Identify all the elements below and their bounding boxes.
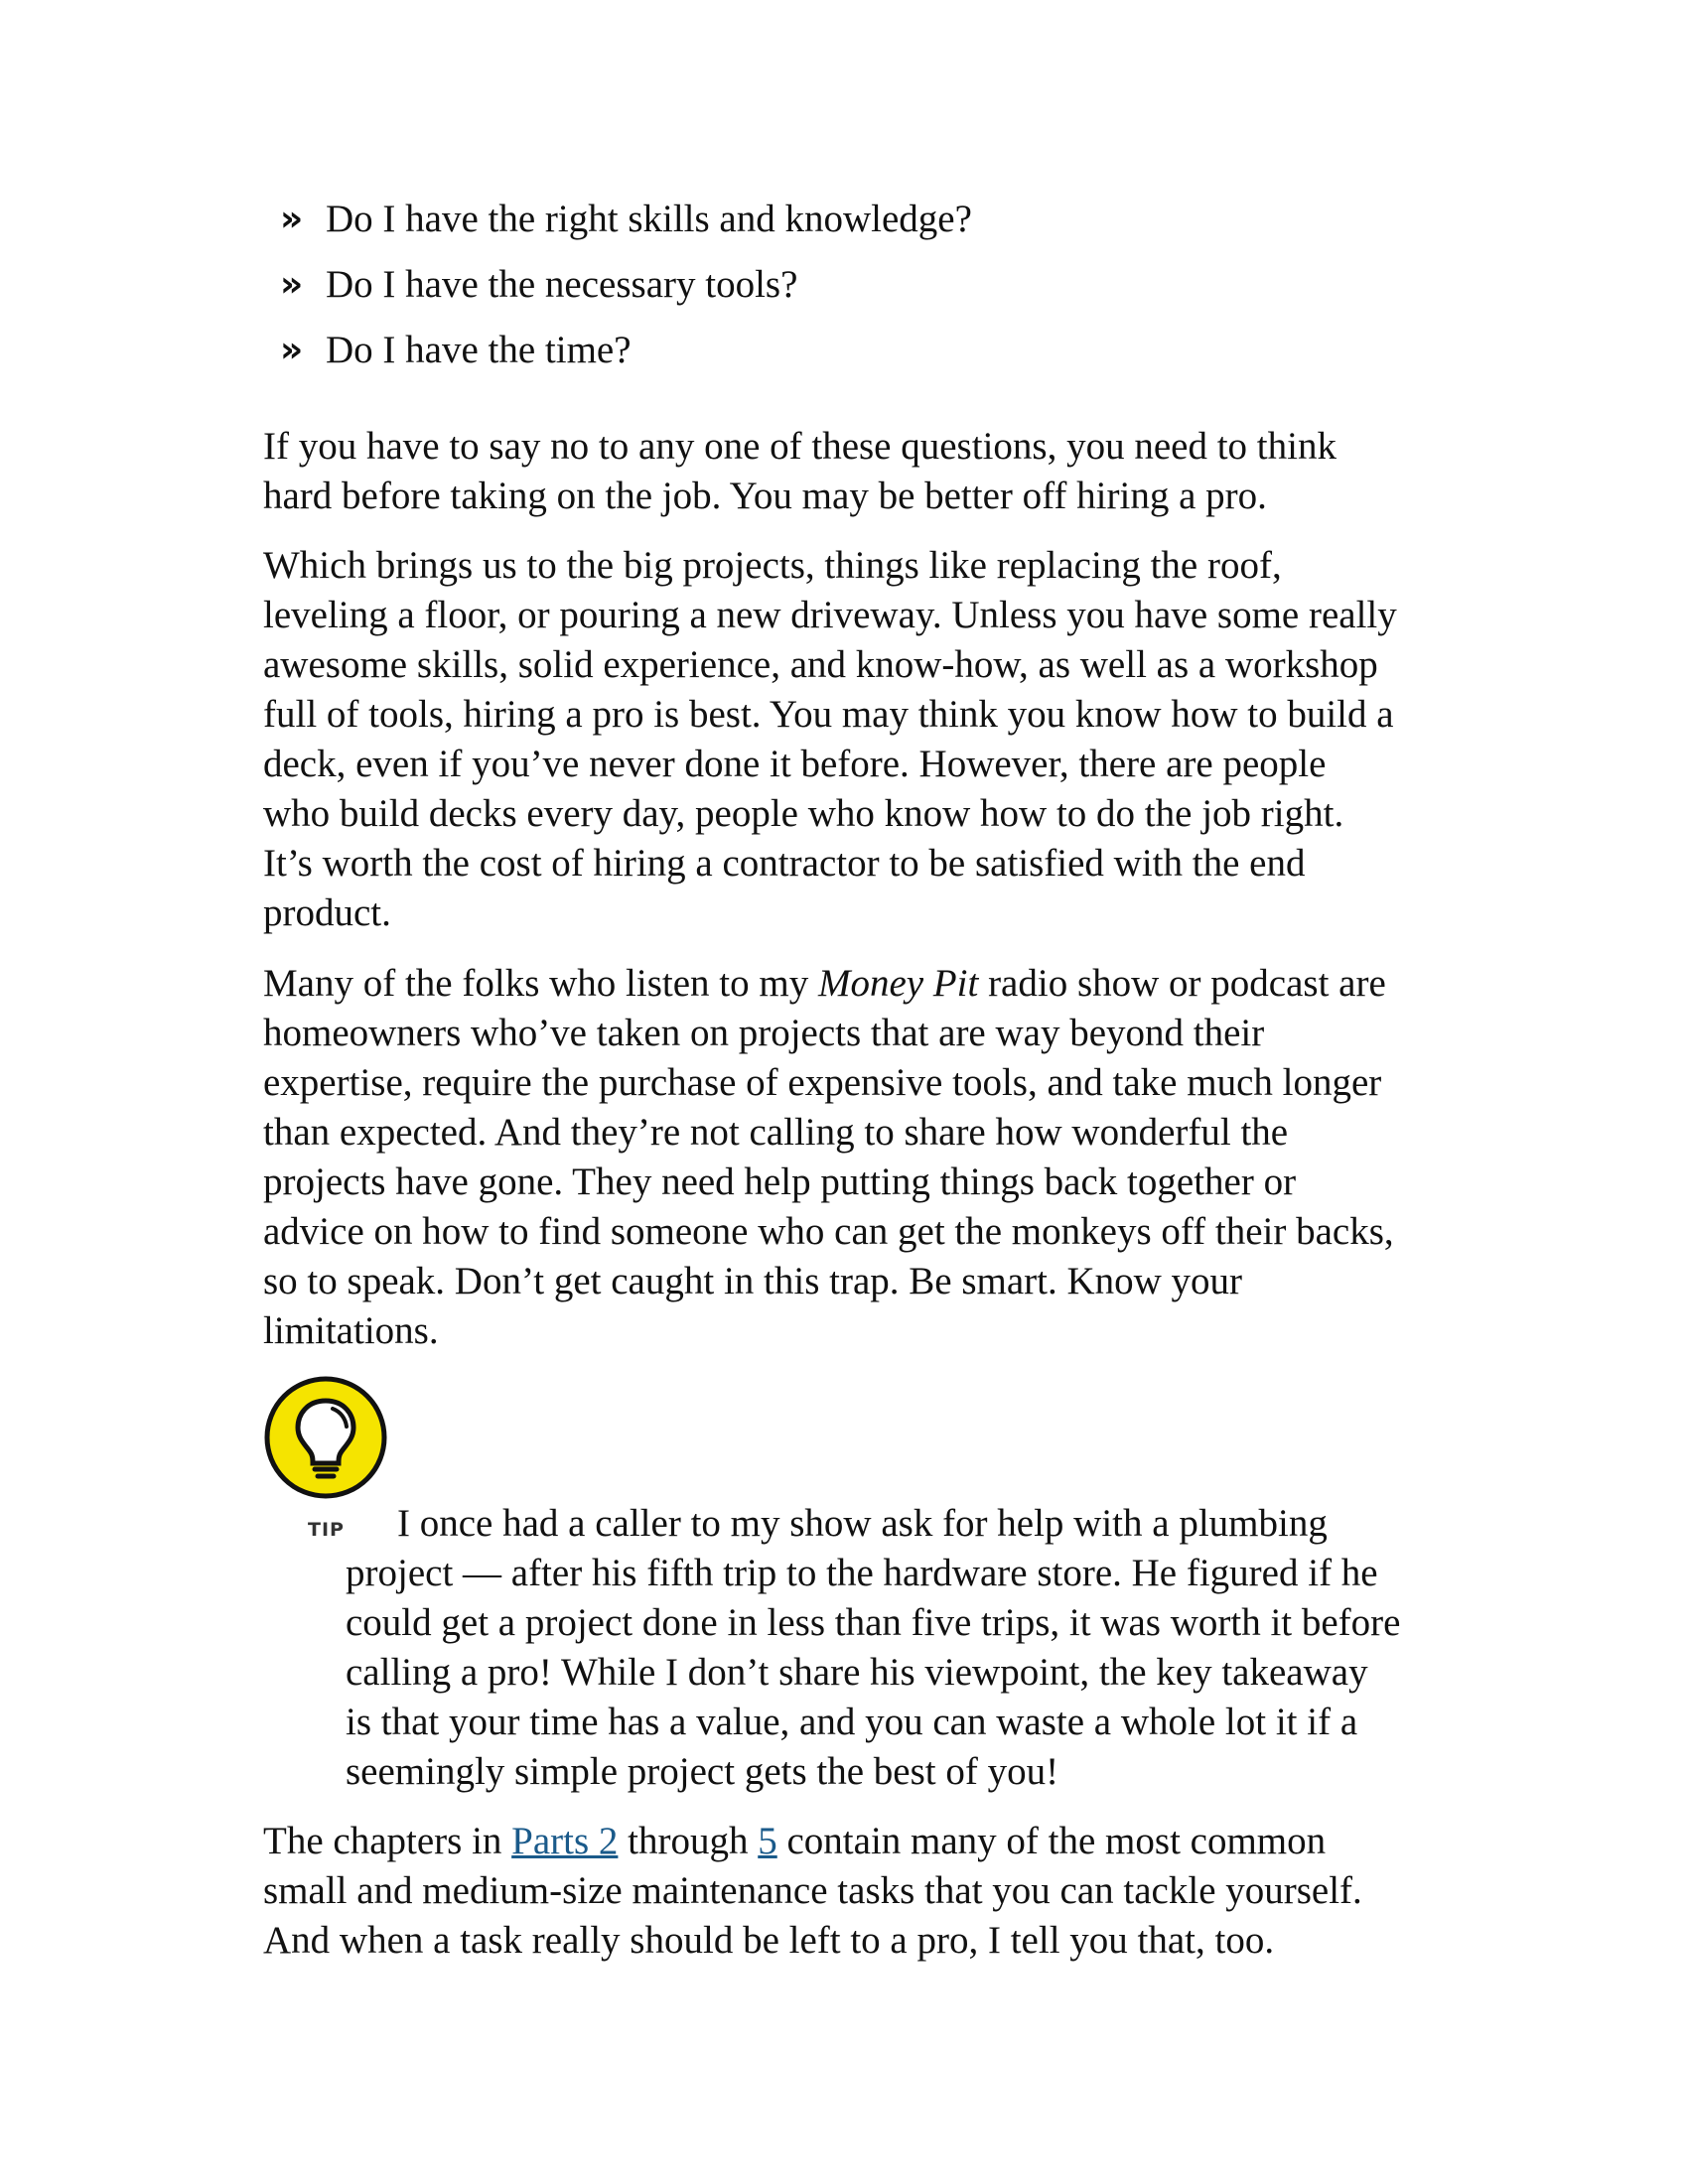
text-line: project — after his fifth trip to the hardware store. He figured if he xyxy=(346,1552,1378,1594)
tip-label: TIP xyxy=(308,1519,345,1541)
text-line: It’s worth the cost of hiring a contractor to be satisfied with the end xyxy=(263,842,1306,885)
list-item xyxy=(280,260,972,326)
text-line: limitations. xyxy=(263,1309,439,1352)
paragraph-say-no xyxy=(263,422,1494,521)
text-line: so to speak. Don’t get caught in this trap. Be smart. Know your xyxy=(263,1260,1243,1302)
text-line: expertise, require the purchase of expensive tools, and take much longer xyxy=(263,1061,1382,1104)
list-item xyxy=(280,326,972,391)
list-item-text: Do I have the time? xyxy=(326,329,632,371)
part-5-link[interactable]: 5 xyxy=(758,1820,777,1862)
text-line: awesome skills, solid experience, and know-how, as well as a workshop xyxy=(263,643,1378,686)
text-line: homeowners who’ve taken on projects that are way beyond their xyxy=(263,1012,1265,1054)
paragraph-chapters xyxy=(263,1817,1494,1966)
text-line: And when a task really should be left to a pro, I tell you that, too. xyxy=(263,1919,1275,1962)
list-item-text: Do I have the right skills and knowledge? xyxy=(326,198,972,240)
double-chevron-icon: » xyxy=(280,264,304,305)
text-span: radio show or podcast are xyxy=(978,962,1386,1005)
text-line: product. xyxy=(263,891,391,934)
text-line: Which brings us to the big projects, things like replacing the roof, xyxy=(263,544,1282,587)
text-span: through xyxy=(618,1820,759,1862)
text-line: advice on how to find someone who can get the monkeys off their backs, xyxy=(263,1210,1394,1253)
text-line: leveling a floor, or pouring a new driveway. Unless you have some really xyxy=(263,594,1397,636)
question-list xyxy=(280,195,972,391)
list-item xyxy=(280,195,972,260)
text-line: small and medium-size maintenance tasks that you can tackle yourself. xyxy=(263,1869,1362,1912)
text-line: seemingly simple project gets the best of you! xyxy=(346,1750,1059,1793)
lightbulb-icon xyxy=(263,1375,388,1500)
text-line xyxy=(263,959,1494,1009)
text-line: is that your time has a value, and you can waste a whole lot it if a xyxy=(346,1701,1358,1743)
tip-paragraph xyxy=(346,1499,1497,1797)
text-line xyxy=(263,1817,1494,1866)
text-line: projects have gone. They need help putting things back together or xyxy=(263,1160,1297,1203)
text-span: The chapters in xyxy=(263,1820,512,1862)
text-line: If you have to say no to any one of these questions, you need to think xyxy=(263,425,1336,468)
text-span: contain many of the most common xyxy=(776,1820,1327,1862)
text-line: who build decks every day, people who know how to do the job right. xyxy=(263,792,1344,835)
text-line: hard before taking on the job. You may be better off hiring a pro. xyxy=(263,475,1267,517)
parts-2-link[interactable]: Parts 2 xyxy=(511,1820,619,1862)
text-line: than expected. And they’re not calling to share how wonderful the xyxy=(263,1111,1289,1154)
double-chevron-icon: » xyxy=(280,330,304,370)
text-span: Many of the folks who listen to my xyxy=(263,962,818,1005)
paragraph-money-pit xyxy=(263,959,1494,1356)
text-line: I once had a caller to my show ask for help with a plumbing xyxy=(397,1502,1328,1545)
show-title: Money Pit xyxy=(817,962,979,1005)
double-chevron-icon: » xyxy=(280,199,304,239)
text-line: could get a project done in less than five trips, it was worth it before xyxy=(346,1601,1401,1644)
list-item-text: Do I have the necessary tools? xyxy=(326,263,798,306)
text-line: full of tools, hiring a pro is best. You may think you know how to build a xyxy=(263,693,1394,736)
text-line: calling a pro! While I don’t share his viewpoint, the key takeaway xyxy=(346,1651,1368,1694)
paragraph-big-projects xyxy=(263,541,1494,938)
text-line: deck, even if you’ve never done it before. However, there are people xyxy=(263,743,1327,785)
